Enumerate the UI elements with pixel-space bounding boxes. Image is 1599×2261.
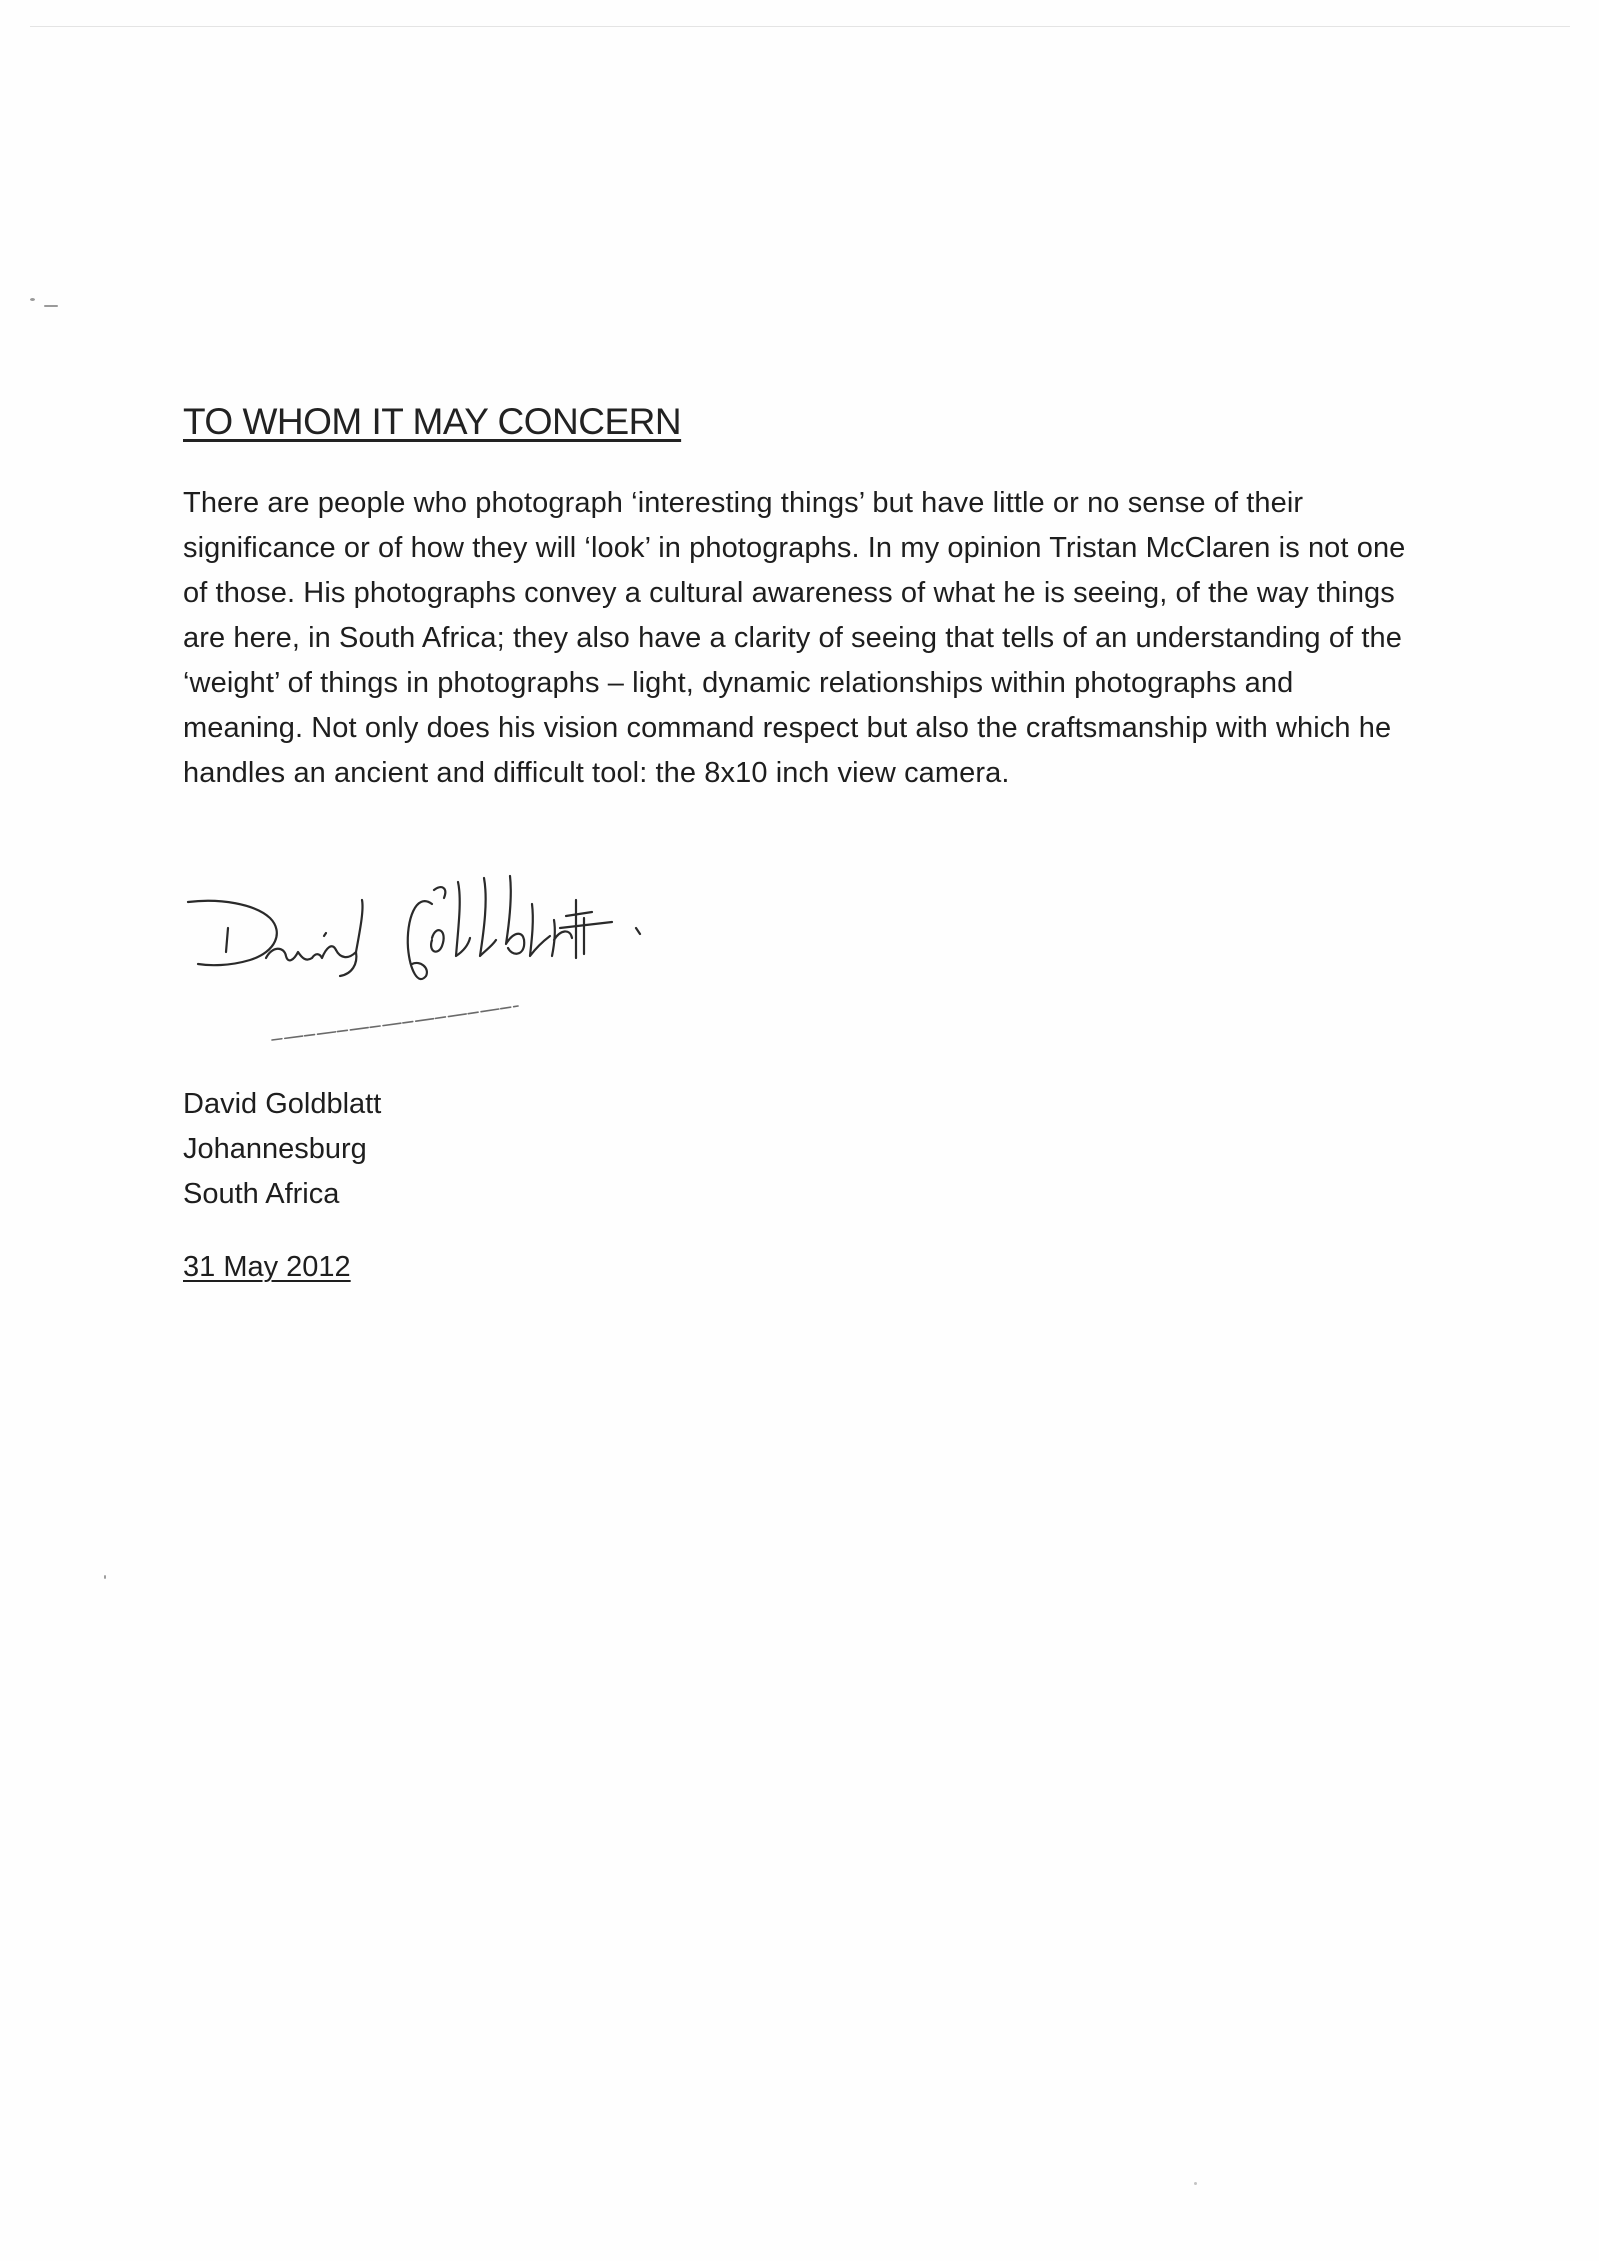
signature [180,860,700,1080]
scan-speck [1194,2182,1197,2185]
letter-heading: TO WHOM IT MAY CONCERN [183,401,682,442]
signatory-block [183,1082,381,1217]
signatory-country: South Africa [183,1178,340,1210]
scan-speck [30,298,35,301]
signatory-name: David Goldblatt [183,1088,382,1120]
scan-edge-line [30,26,1570,27]
letter-date: 31 May 2012 [183,1251,351,1283]
signatory-city: Johannesburg [183,1133,367,1165]
scan-speck [44,305,58,307]
letter-body: There are people who photograph ‘interesting things’ but have little or no sense of their significance or of how they will ‘look’ in photographs. In my opinion Tristan McClaren is not one of those. His photographs convey a cultural awareness of what he is seeing, of the way things are here, in South Africa; they also have a clarity of seeing that tells of an understanding of the ‘weight’ of things in photographs – light, dynamic relationships within photographs and meaning. Not only does his vision command respect but also the craftsmanship with which he handles an ancient and difficult tool: the 8x10 inch view camera. [183,487,1406,789]
scan-speck [104,1575,106,1579]
